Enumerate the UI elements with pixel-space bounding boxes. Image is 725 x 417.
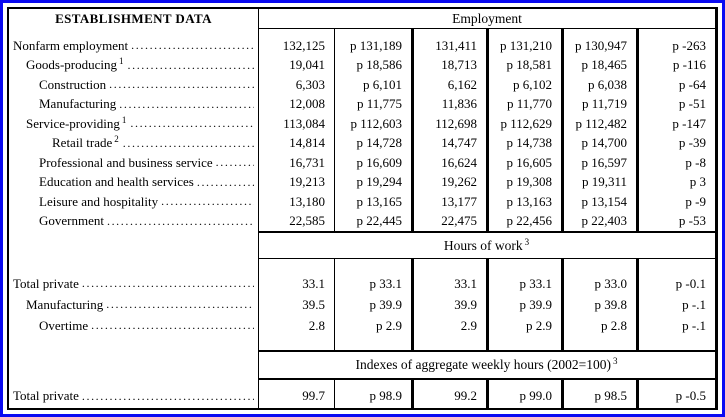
section-band-row xyxy=(9,231,715,259)
value-cell xyxy=(486,336,561,350)
value-cell: p 6,038 xyxy=(561,75,636,95)
table-row xyxy=(9,192,715,212)
value-cell: 33.1 xyxy=(411,273,486,294)
employment-group-label: Employment xyxy=(452,10,522,26)
value-cell: p 33.1 xyxy=(334,273,411,294)
section-band-left-cell xyxy=(9,350,259,380)
table-row xyxy=(9,273,715,294)
dot-leader xyxy=(130,116,254,131)
row-label-cell xyxy=(9,385,259,407)
row-label: Manufacturing xyxy=(39,96,117,112)
value-cell xyxy=(334,259,411,273)
value-cell: p 18,586 xyxy=(334,56,411,76)
value-cell: 39.9 xyxy=(411,294,486,315)
row-label-cell xyxy=(9,407,259,408)
table-row xyxy=(9,294,715,315)
spacer-row xyxy=(9,336,715,350)
value-cell: 14,814 xyxy=(289,135,325,151)
value-cell: p 131,210 xyxy=(486,36,561,56)
value-cell: p 2.9 xyxy=(334,315,411,336)
value-cell: p 18,581 xyxy=(486,56,561,76)
value-cell: p 33.0 xyxy=(561,273,636,294)
dot-leader xyxy=(161,194,254,209)
row-label-cell xyxy=(9,212,259,232)
value-cell xyxy=(334,407,411,408)
value-cell: p -.1 xyxy=(636,294,715,315)
value-cell: p 11,770 xyxy=(486,95,561,115)
table-row xyxy=(9,173,715,193)
row-label-cell xyxy=(9,114,259,134)
value-cell: p 39.8 xyxy=(561,294,636,315)
value-cell: 22,585 xyxy=(289,213,325,229)
value-cell xyxy=(334,29,411,36)
value-cell: p 33.1 xyxy=(486,273,561,294)
dot-leader xyxy=(91,318,254,333)
value-cell: p 112,482 xyxy=(561,114,636,134)
table-row xyxy=(9,153,715,173)
value-cell: p -147 xyxy=(636,114,715,134)
value-cell: p 2.9 xyxy=(486,315,561,336)
value-cell: p 11,775 xyxy=(334,95,411,115)
value-cell: 16,624 xyxy=(411,153,486,173)
spacer-row xyxy=(9,259,715,273)
footnote-marker: 1 xyxy=(121,114,127,125)
section-band-left-cell xyxy=(9,231,259,259)
row-label: Nonfarm employment xyxy=(13,37,129,53)
spacer-row xyxy=(9,29,715,36)
value-cell: 112,698 xyxy=(411,114,486,134)
value-cell: p -51 xyxy=(636,95,715,115)
row-label-cell xyxy=(9,56,259,76)
value-cell: p 39.9 xyxy=(334,294,411,315)
footnote-marker: 3 xyxy=(524,236,530,247)
row-label: Manufacturing xyxy=(26,296,104,312)
value-cell: p 14,738 xyxy=(486,134,561,154)
value-cell: p -263 xyxy=(636,36,715,56)
value-cell: 113,084 xyxy=(283,115,325,131)
section-title: Hours of work xyxy=(443,237,523,253)
dot-leader xyxy=(131,38,254,53)
value-cell: 99.7 xyxy=(302,388,325,403)
dot-leader xyxy=(197,175,254,190)
table-header-row xyxy=(9,9,715,29)
dot-leader xyxy=(82,389,254,404)
table-row xyxy=(9,36,715,56)
value-cell: 99.2 xyxy=(411,385,486,407)
table-row xyxy=(9,212,715,232)
table-body xyxy=(9,29,715,408)
value-cell: p 13,165 xyxy=(334,192,411,212)
dot-leader xyxy=(106,297,254,312)
value-cell: p 131,189 xyxy=(334,36,411,56)
value-cell: p 18,465 xyxy=(561,56,636,76)
employment-group-header xyxy=(259,9,715,29)
value-cell xyxy=(486,259,561,273)
value-cell: p 19,294 xyxy=(334,173,411,193)
footnote-marker: 3 xyxy=(612,356,618,366)
value-cell: p -39 xyxy=(636,134,715,154)
value-cell: 13,177 xyxy=(411,192,486,212)
value-cell xyxy=(636,29,715,36)
section-title-cell xyxy=(259,231,715,259)
value-cell: 33.1 xyxy=(302,275,325,291)
row-label-cell xyxy=(9,315,259,336)
value-cell: 19,041 xyxy=(289,57,325,73)
value-cell xyxy=(411,29,486,36)
value-cell: 6,162 xyxy=(411,75,486,95)
row-label: Government xyxy=(39,213,104,229)
value-cell: p 14,700 xyxy=(561,134,636,154)
value-cell xyxy=(636,259,715,273)
value-cell: p 22,403 xyxy=(561,212,636,232)
row-label-cell xyxy=(9,294,259,315)
value-cell xyxy=(259,29,334,36)
value-cell xyxy=(636,336,715,350)
value-cell xyxy=(486,407,561,408)
value-cell: p 98.5 xyxy=(561,385,636,407)
value-cell xyxy=(486,29,561,36)
value-cell: 132,125 xyxy=(282,37,325,53)
row-label: Education and health services xyxy=(39,174,194,190)
dot-leader xyxy=(123,136,254,151)
value-cell xyxy=(259,259,334,273)
row-label: Construction xyxy=(39,76,107,92)
value-cell: p 16,609 xyxy=(334,153,411,173)
value-cell: 16,731 xyxy=(289,154,325,170)
value-cell: 2.9 xyxy=(411,315,486,336)
row-label: Total private xyxy=(13,275,79,291)
section-band-row xyxy=(9,350,715,380)
value-cell xyxy=(259,407,334,408)
value-cell: p -116 xyxy=(636,56,715,76)
value-cell xyxy=(259,336,334,350)
dot-leader xyxy=(128,58,255,73)
value-cell: 19,213 xyxy=(289,174,325,190)
value-cell: p 3 xyxy=(636,173,715,193)
value-cell: 18,713 xyxy=(411,56,486,76)
value-cell: 14,747 xyxy=(411,134,486,154)
dot-leader xyxy=(107,214,254,229)
row-label-cell xyxy=(9,95,259,115)
value-cell xyxy=(561,29,636,36)
value-cell: p 112,603 xyxy=(334,114,411,134)
row-label: Total private xyxy=(13,388,79,403)
row-label: Retail trade xyxy=(52,135,113,151)
row-label-cell xyxy=(9,273,259,294)
value-cell: p 14,728 xyxy=(334,134,411,154)
value-cell xyxy=(561,259,636,273)
row-label-cell xyxy=(9,173,259,193)
value-cell xyxy=(411,336,486,350)
value-cell: 2.8 xyxy=(308,317,325,333)
value-cell: p 16,597 xyxy=(561,153,636,173)
value-cell: p -9 xyxy=(636,192,715,212)
value-cell: 11,836 xyxy=(411,95,486,115)
value-cell: 6,303 xyxy=(295,76,325,92)
row-label-cell xyxy=(9,336,259,350)
corner-title: ESTABLISHMENT DATA xyxy=(55,11,212,26)
section-rows xyxy=(9,29,715,231)
value-cell: p 130,947 xyxy=(561,36,636,56)
section-rows xyxy=(9,259,715,350)
value-cell: 39.5 xyxy=(302,296,325,312)
dot-leader xyxy=(109,77,254,92)
value-cell: p -0.1 xyxy=(636,273,715,294)
value-cell xyxy=(561,407,636,408)
value-cell: p 22,456 xyxy=(486,212,561,232)
value-cell: p 2.8 xyxy=(561,315,636,336)
dot-leader xyxy=(216,155,254,170)
value-cell xyxy=(636,407,715,408)
value-cell: 22,475 xyxy=(411,212,486,232)
section-title-cell xyxy=(259,350,715,380)
corner-header-cell xyxy=(9,9,259,29)
row-label-cell xyxy=(9,134,259,154)
value-cell: p 99.0 xyxy=(486,385,561,407)
dot-leader xyxy=(82,276,254,291)
section-rows xyxy=(9,380,715,408)
value-cell: 12,008 xyxy=(289,96,325,112)
value-cell xyxy=(411,407,486,408)
value-cell: p 112,629 xyxy=(486,114,561,134)
row-label: Overtime xyxy=(39,317,89,333)
section-title: Indexes of aggregate weekly hours (2002=100) xyxy=(355,357,611,372)
value-cell: p -64 xyxy=(636,75,715,95)
value-cell: p 19,311 xyxy=(561,173,636,193)
row-label-cell xyxy=(9,29,259,36)
value-cell: p 13,154 xyxy=(561,192,636,212)
table-row xyxy=(9,75,715,95)
value-cell xyxy=(561,336,636,350)
table-row xyxy=(9,385,715,407)
value-cell: 19,262 xyxy=(411,173,486,193)
value-cell: p -53 xyxy=(636,212,715,232)
row-label-cell xyxy=(9,75,259,95)
spacer-row xyxy=(9,407,715,408)
value-cell: p -8 xyxy=(636,153,715,173)
footnote-marker: 1 xyxy=(119,56,124,67)
value-cell: p 19,308 xyxy=(486,173,561,193)
row-label: Goods-producing xyxy=(26,57,117,73)
value-cell: p 6,101 xyxy=(334,75,411,95)
table-row xyxy=(9,56,715,76)
row-label-cell xyxy=(9,259,259,273)
value-cell: p 11,719 xyxy=(561,95,636,115)
value-cell: 13,180 xyxy=(289,193,325,209)
row-label-cell xyxy=(9,36,259,56)
value-cell: p 6,102 xyxy=(486,75,561,95)
value-cell: p 98.9 xyxy=(334,385,411,407)
row-label-cell xyxy=(9,192,259,212)
value-cell: p 39.9 xyxy=(486,294,561,315)
row-label: Professional and business service xyxy=(39,154,213,170)
value-cell: 131,411 xyxy=(411,36,486,56)
table-row xyxy=(9,114,715,134)
row-label-cell xyxy=(9,153,259,173)
value-cell: p 16,605 xyxy=(486,153,561,173)
value-cell: p 13,163 xyxy=(486,192,561,212)
row-label: Leisure and hospitality xyxy=(39,193,159,209)
establishment-data-table xyxy=(7,7,718,410)
value-cell xyxy=(411,259,486,273)
value-cell: p -0.5 xyxy=(636,385,715,407)
dot-leader xyxy=(119,97,254,112)
value-cell: p -.1 xyxy=(636,315,715,336)
value-cell xyxy=(334,336,411,350)
footnote-marker: 2 xyxy=(114,134,119,145)
value-cell: p 22,445 xyxy=(334,212,411,232)
table-row xyxy=(9,315,715,336)
table-row xyxy=(9,95,715,115)
table-row xyxy=(9,134,715,154)
row-label: Service-providing xyxy=(26,115,120,131)
